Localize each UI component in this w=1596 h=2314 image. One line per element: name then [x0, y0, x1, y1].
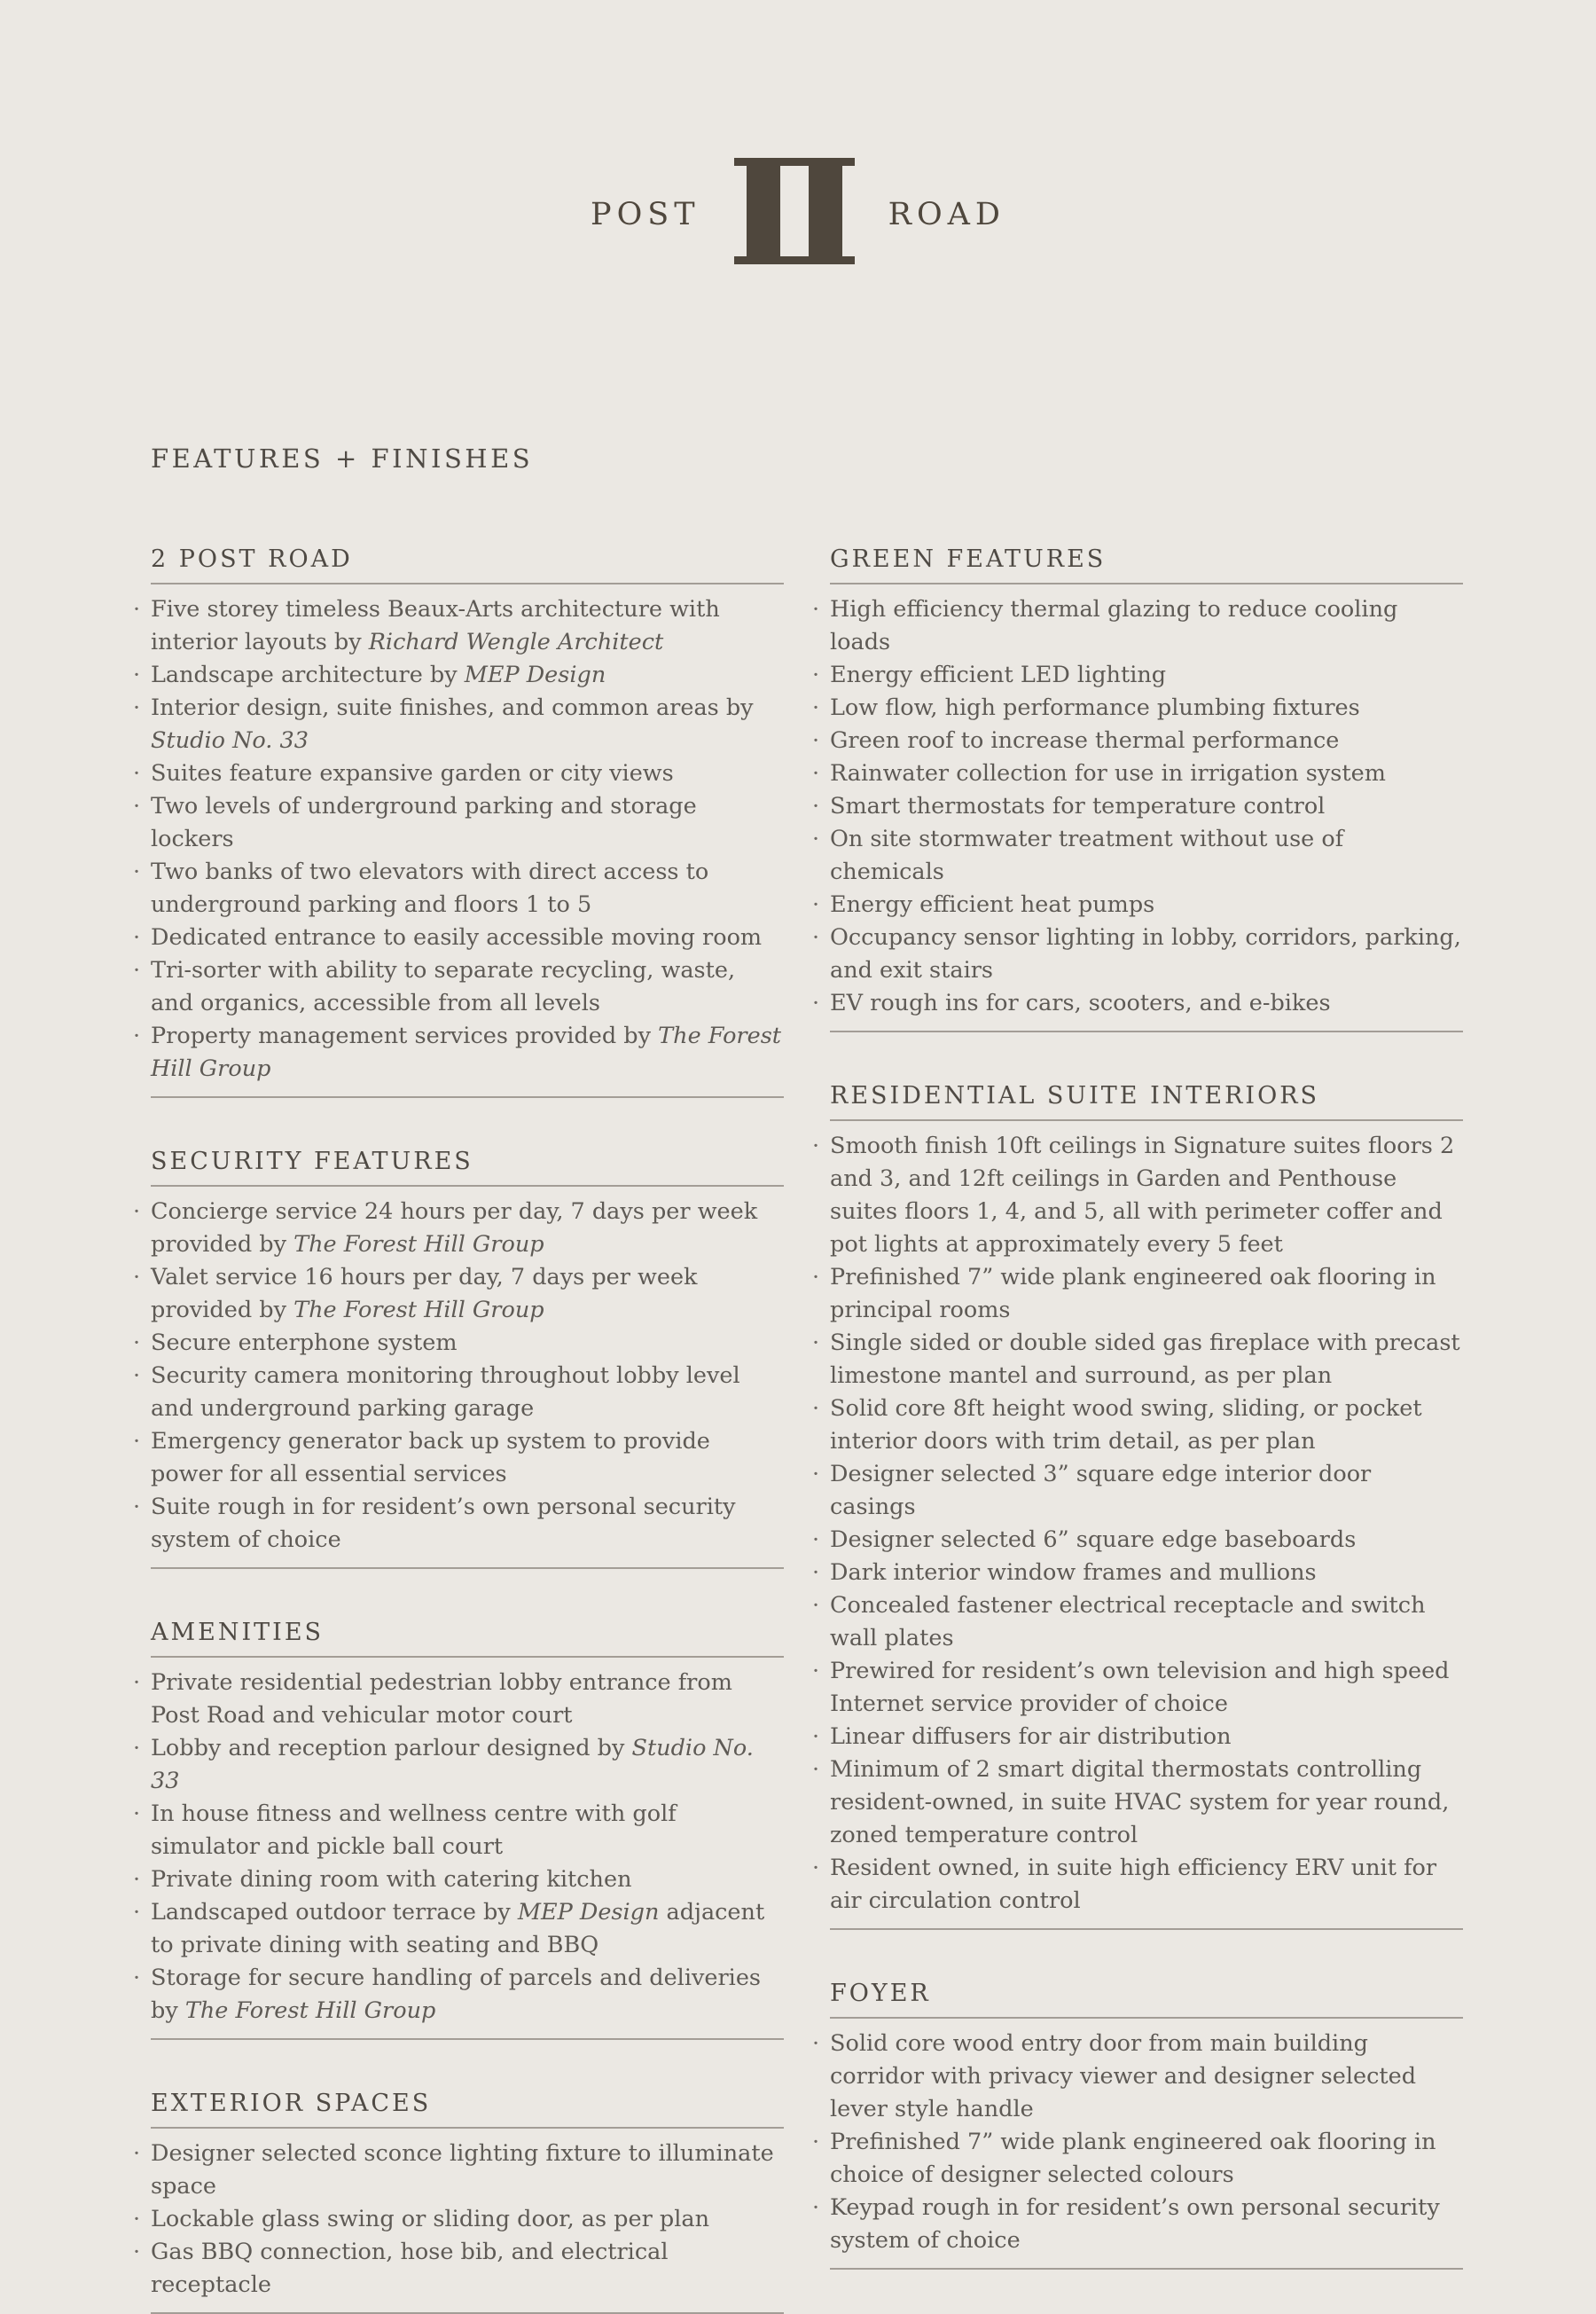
item-text: EV rough ins for cars, scooters, and e-bikes [830, 990, 1331, 1016]
list-item [830, 725, 1463, 757]
feature-list [151, 1658, 784, 2038]
list-item [830, 1327, 1463, 1392]
page-title: FEATURES + FINISHES [151, 443, 534, 474]
item-text: Prefinished 7” wide plank engineered oak flooring in principal rooms [830, 1264, 1436, 1323]
list-item [830, 1392, 1463, 1458]
item-text: Concierge service 24 hours per day, 7 days per week provided by [151, 1198, 758, 1258]
section-amenities [151, 1619, 784, 2040]
item-text: Lobby and reception parlour designed by [151, 1735, 632, 1761]
item-text: Private dining room with catering kitchen [151, 1866, 632, 1893]
section-exterior-spaces [151, 2090, 784, 2314]
item-text: adjacent to private dining with seating and BBQ [151, 1899, 765, 1958]
item-text: Tri-sorter with ability to separate recycling, waste, and organics, accessible from all levels [151, 957, 736, 1016]
italic-name: Studio No. 33 [151, 1735, 754, 1794]
item-text: Security camera monitoring throughout lobby level and underground parking garage [151, 1362, 740, 1422]
section-title: SECURITY FEATURES [151, 1148, 784, 1187]
item-text: Dark interior window frames and mullions [830, 1559, 1317, 1586]
logo-word-road: ROAD [888, 197, 1005, 232]
section-foyer [830, 1980, 1463, 2270]
list-item [830, 2126, 1463, 2192]
list-item [830, 2028, 1463, 2126]
list-item [151, 1798, 784, 1863]
list-item [151, 856, 784, 922]
feature-list [151, 1187, 784, 1567]
italic-name: The Forest Hill Group [293, 1297, 544, 1323]
list-item [151, 1261, 784, 1327]
italic-name: Studio No. 33 [151, 727, 309, 754]
italic-name: Richard Wengle Architect [368, 629, 664, 655]
item-text: Concealed fastener electrical receptacle and switch wall plates [830, 1592, 1426, 1651]
list-item [151, 922, 784, 954]
feature-list [830, 1121, 1463, 1928]
item-text: Landscape architecture by [151, 662, 465, 688]
section-2-post-road [151, 545, 784, 1098]
list-item [830, 1589, 1463, 1655]
right-column [830, 545, 1463, 2270]
feature-list [830, 2019, 1463, 2268]
list-item [830, 1458, 1463, 1524]
list-item [151, 790, 784, 856]
list-item [151, 692, 784, 757]
logo-word-post: POST [591, 197, 700, 232]
item-text: Designer selected 3” square edge interior door casings [830, 1461, 1372, 1520]
item-text: Designer selected sconce lighting fixture to illuminate space [151, 2140, 774, 2200]
item-text: Emergency generator back up system to provide power for all essential services [151, 1428, 710, 1487]
list-item [830, 757, 1463, 790]
list-item [151, 954, 784, 1020]
list-item [830, 1557, 1463, 1589]
item-text: Property management services provided by [151, 1023, 659, 1049]
list-item [830, 1753, 1463, 1852]
list-item [830, 1852, 1463, 1918]
roman-numeral-two-icon [734, 158, 855, 264]
list-item [830, 1524, 1463, 1557]
logo [0, 158, 1596, 264]
list-item [830, 922, 1463, 987]
list-item [830, 692, 1463, 725]
section-title: 2 POST ROAD [151, 545, 784, 584]
item-text: Linear diffusers for air distribution [830, 1723, 1232, 1750]
item-text: Storage for secure handling of parcels and deliveries by [151, 1965, 762, 2024]
italic-name: The Forest Hill Group [184, 1997, 436, 2024]
list-item [151, 1327, 784, 1360]
section-title: AMENITIES [151, 1619, 784, 1658]
section-title: RESIDENTIAL SUITE INTERIORS [830, 1082, 1463, 1121]
item-text: In house fitness and wellness centre with golf simulator and pickle ball court [151, 1800, 677, 1860]
feature-list [151, 2129, 784, 2312]
item-text: Designer selected 6” square edge baseboards [830, 1526, 1357, 1553]
list-item [151, 1732, 784, 1798]
item-text: Private residential pedestrian lobby entrance from Post Road and vehicular motor court [151, 1669, 732, 1729]
item-text: Prefinished 7” wide plank engineered oak flooring in choice of designer selected colours [830, 2129, 1436, 2188]
item-text: On site stormwater treatment without use of chemicals [830, 826, 1344, 885]
list-item [151, 2138, 784, 2203]
item-text: Lockable glass swing or sliding door, as per plan [151, 2206, 709, 2232]
list-item [830, 987, 1463, 1020]
list-item [830, 790, 1463, 823]
list-item [151, 1667, 784, 1732]
item-text: Valet service 16 hours per day, 7 days per week provided by [151, 1264, 698, 1323]
item-text: Solid core wood entry door from main building corridor with privacy viewer and designer selected lever style handle [830, 2030, 1417, 2122]
item-text: Single sided or double sided gas fireplace with precast limestone mantel and surround, as per plan [830, 1330, 1460, 1389]
item-text: Dedicated entrance to easily accessible moving room [151, 924, 763, 951]
list-item [830, 1655, 1463, 1721]
item-text: Smooth finish 10ft ceilings in Signature suites floors 2 and 3, and 12ft ceilings in Garden and Penthouse suites floors 1, 4, and 5, all with perimeter coffer and pot lights at approximately every 5 feet [830, 1133, 1455, 1258]
item-text: Suite rough in for resident’s own personal security system of choice [151, 1494, 736, 1553]
item-text: Two banks of two elevators with direct access to underground parking and floors 1 to 5 [151, 859, 709, 918]
italic-name: The Forest Hill Group [151, 1023, 782, 1082]
list-item [151, 1491, 784, 1557]
section-title: FOYER [830, 1980, 1463, 2019]
list-item [151, 1360, 784, 1425]
item-text: Resident owned, in suite high efficiency ERV unit for air circulation control [830, 1855, 1437, 1914]
list-item [830, 889, 1463, 922]
section-title: GREEN FEATURES [830, 545, 1463, 584]
feature-list [151, 584, 784, 1096]
item-text: Low flow, high performance plumbing fixtures [830, 694, 1360, 721]
item-text: High efficiency thermal glazing to reduce cooling loads [830, 596, 1398, 655]
item-text: Prewired for resident’s own television and high speed Internet service provider of choice [830, 1658, 1450, 1717]
item-text: Energy efficient LED lighting [830, 662, 1167, 688]
item-text: Solid core 8ft height wood swing, sliding, or pocket interior doors with trim detail, as per plan [830, 1395, 1422, 1455]
item-text: Occupancy sensor lighting in lobby, corridors, parking, and exit stairs [830, 924, 1461, 984]
italic-name: The Forest Hill Group [293, 1231, 544, 1258]
item-text: Green roof to increase thermal performance [830, 727, 1340, 754]
section-title: EXTERIOR SPACES [151, 2090, 784, 2129]
item-text: Gas BBQ connection, hose bib, and electrical receptacle [151, 2239, 669, 2298]
list-item [830, 659, 1463, 692]
section-residential-suite-interiors [830, 1082, 1463, 1930]
item-text: Minimum of 2 smart digital thermostats controlling resident-owned, in suite HVAC system for year round, zoned temperature control [830, 1756, 1450, 1848]
list-item [151, 1863, 784, 1896]
item-text: Two levels of underground parking and storage lockers [151, 793, 697, 852]
list-item [151, 1425, 784, 1491]
item-text: Smart thermostats for temperature control [830, 793, 1326, 820]
list-item [830, 823, 1463, 889]
item-text: Suites feature expansive garden or city views [151, 760, 674, 787]
list-item [151, 2236, 784, 2302]
list-item [151, 1896, 784, 1962]
italic-name: MEP Design [517, 1899, 660, 1926]
item-text: Rainwater collection for use in irrigation system [830, 760, 1386, 787]
list-item [151, 757, 784, 790]
list-item [151, 593, 784, 659]
list-item [151, 1962, 784, 2028]
item-text: Secure enterphone system [151, 1330, 458, 1356]
item-text: Energy efficient heat pumps [830, 891, 1155, 918]
item-text: Landscaped outdoor terrace by [151, 1899, 518, 1926]
item-text: Keypad rough in for resident’s own personal security system of choice [830, 2194, 1440, 2254]
list-item [830, 2192, 1463, 2257]
item-text: Interior design, suite finishes, and common areas by [151, 694, 754, 721]
section-security-features [151, 1148, 784, 1569]
list-item [830, 1130, 1463, 1261]
list-item [151, 659, 784, 692]
list-item [830, 593, 1463, 659]
list-item [151, 2203, 784, 2236]
item-text: Five storey timeless Beaux-Arts architecture with interior layouts by [151, 596, 720, 655]
list-item [151, 1020, 784, 1086]
left-column [151, 545, 784, 2314]
list-item [830, 1261, 1463, 1327]
list-item [830, 1721, 1463, 1753]
list-item [151, 1196, 784, 1261]
italic-name: MEP Design [464, 662, 606, 688]
section-green-features [830, 545, 1463, 1032]
feature-list [830, 584, 1463, 1031]
